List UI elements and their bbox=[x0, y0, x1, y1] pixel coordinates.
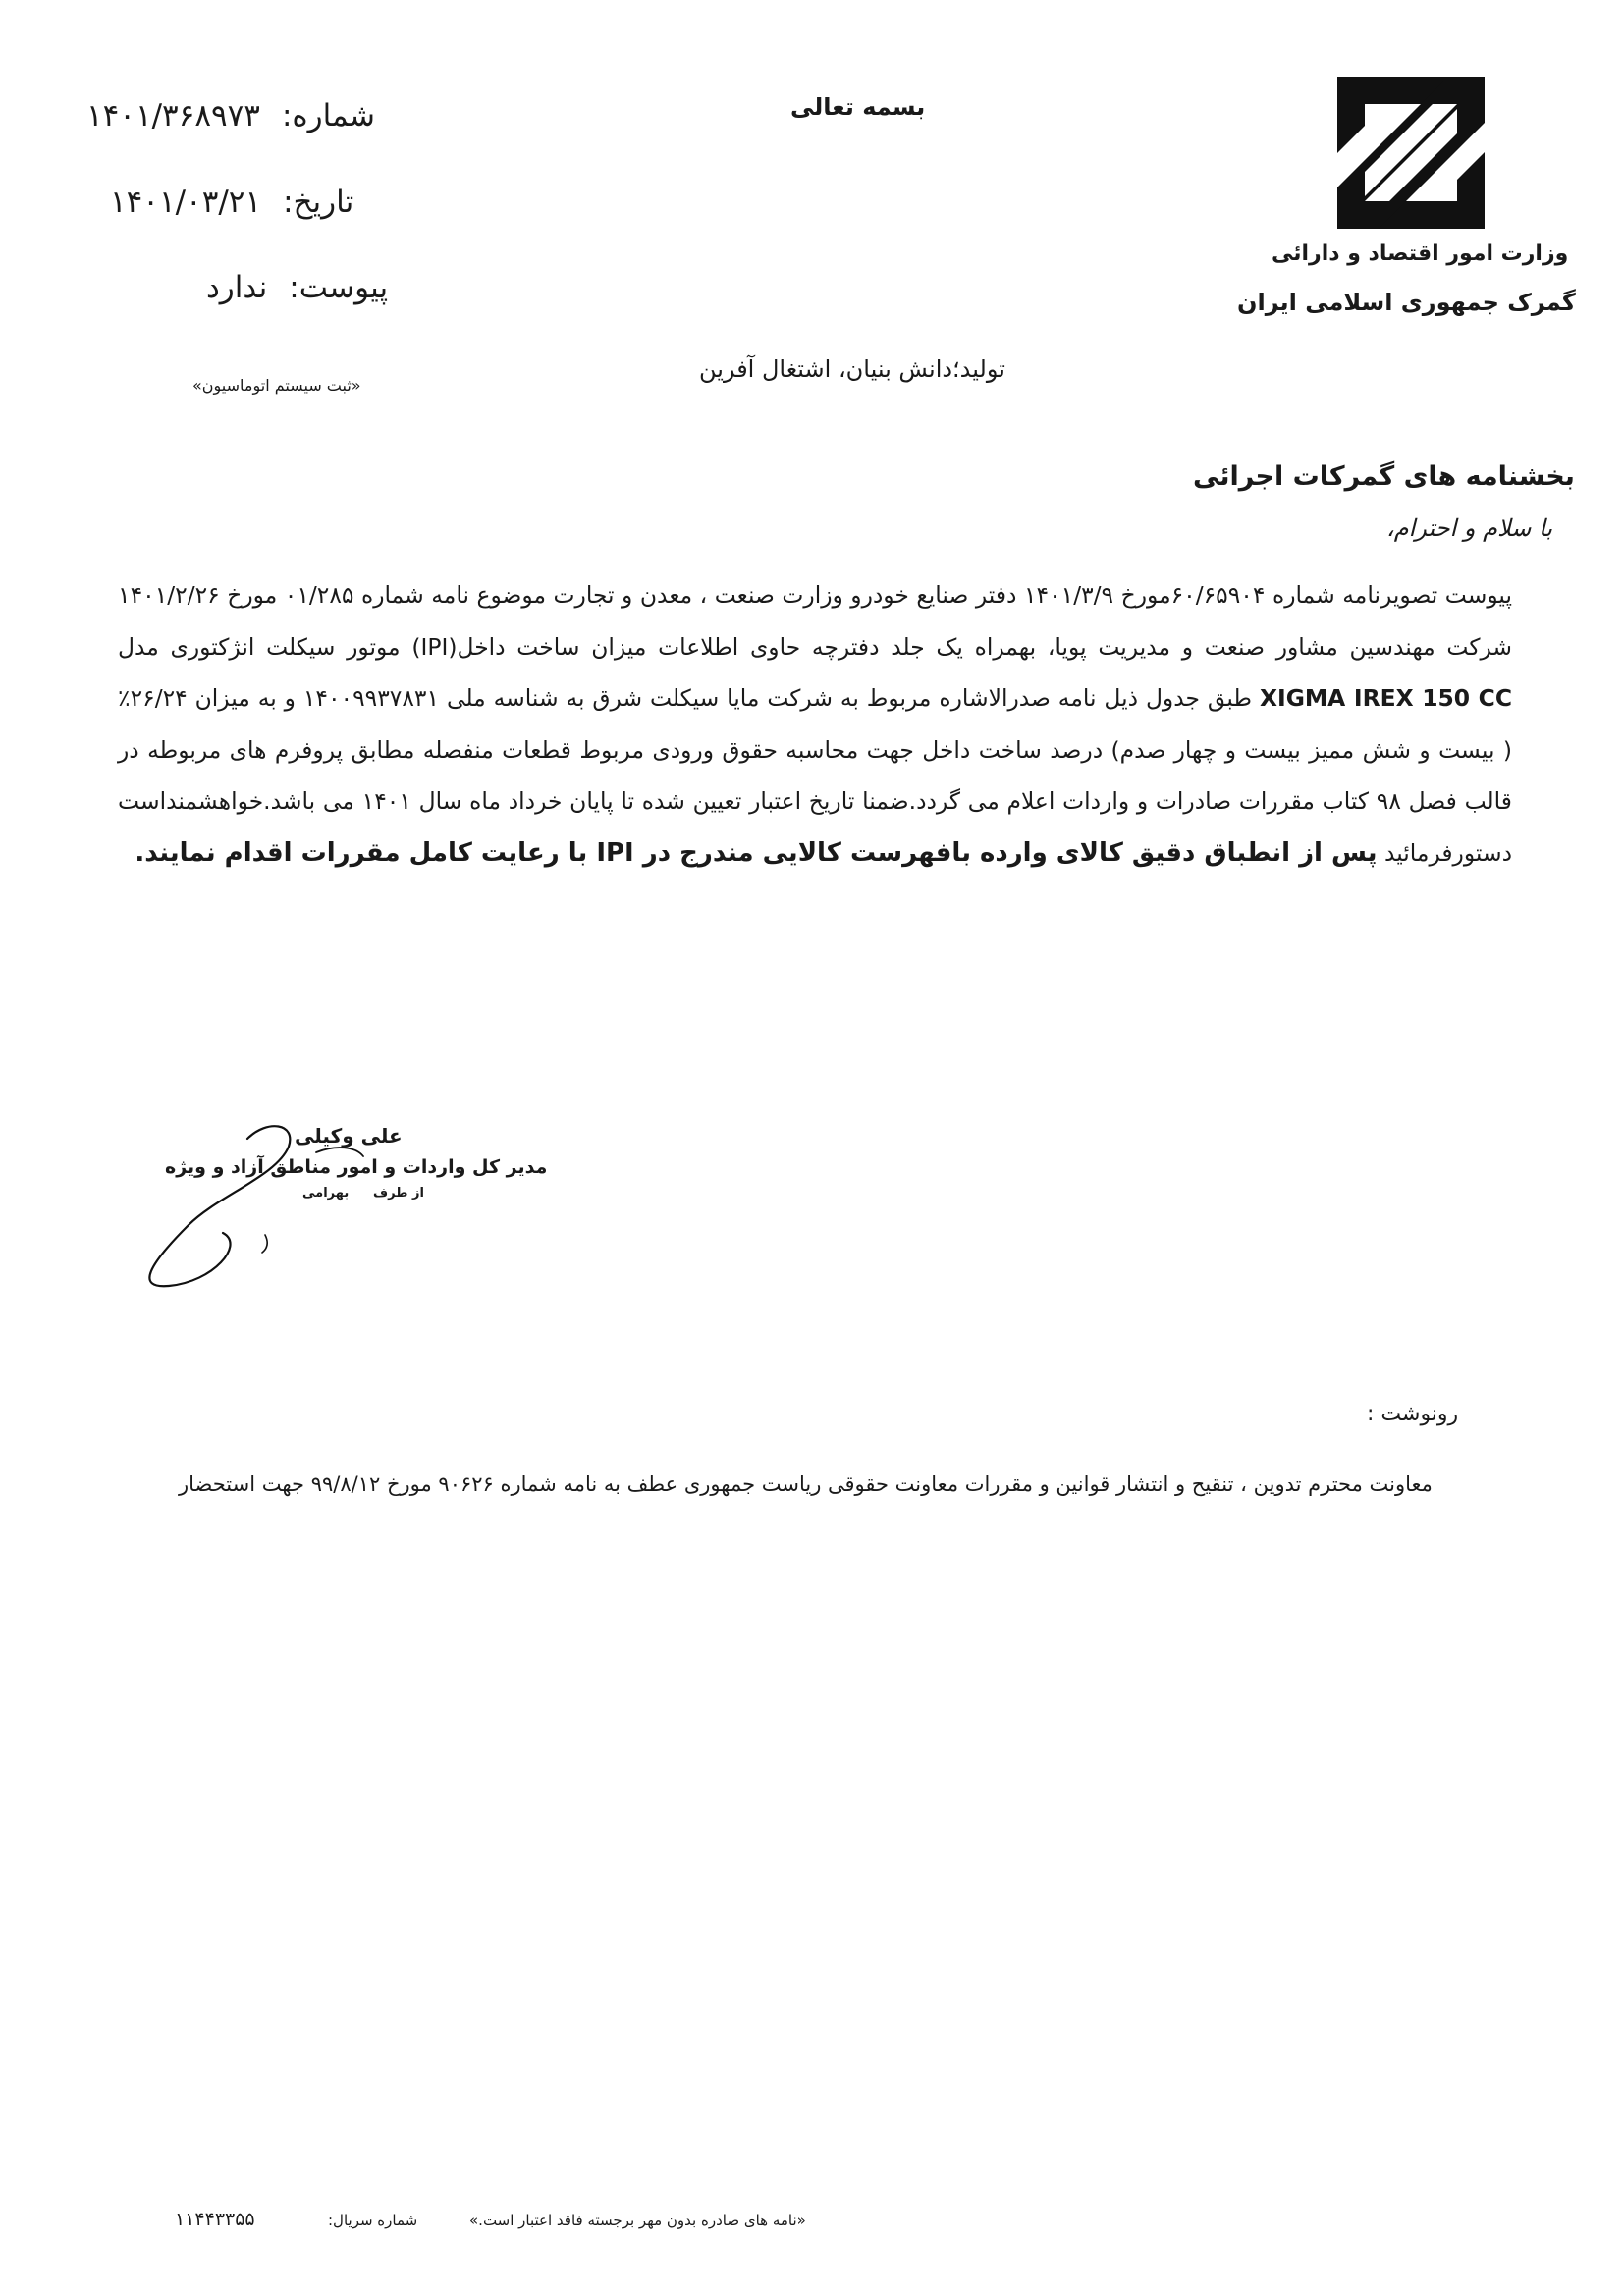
letter-number-label: شماره: bbox=[281, 98, 375, 133]
organization-name: گمرک جمهوری اسلامی ایران bbox=[1237, 289, 1576, 316]
footer-note: «نامه های صادره بدون مهر برجسته فاقد اعتبار است.» bbox=[469, 2212, 806, 2229]
greeting: با سلام و احترام، bbox=[1386, 514, 1553, 542]
letter-subject: بخشنامه های گمرکات اجرائی bbox=[1193, 461, 1575, 492]
serial-label: شماره سریال: bbox=[328, 2212, 418, 2229]
letter-attachment bbox=[206, 270, 388, 305]
body-paragraph-2: طبق جدول ذیل نامه صدرالاشاره مربوط به شرکت مایا سیکلت شرق به شناسه ملی ۱۴۰۰۹۹۳۷۸۳۱ و به میزان ۲۶/۲۴٪ ( بیست و شش ممیز بیست و چهار صدم) درصد ساخت داخل جهت محاسبه حقوق ورودی مربوط قطعات منفصله مطابق پروفرم های مربوطه در قالب فصل ۹۸ کتاب مقررات صادرات و واردات اعلام می گردد.ضمنا تاریخ اعتبار تعیین شده تا پایان خرداد ماه سال ۱۴۰۱ می باشد.خواهشمنداست دستورفرمائید bbox=[118, 684, 1512, 867]
letter-date bbox=[110, 185, 353, 220]
signer-title: مدیر کل واردات و امور مناطق آزاد و ویژه bbox=[165, 1156, 548, 1178]
basmala: بسمه تعالی bbox=[790, 93, 926, 121]
body-paragraph-1: پیوست تصویرنامه شماره ۶۰/۶۵۹۰۴مورخ ۱۴۰۱/۳/۹ دفتر صنایع خودرو وزارت صنعت ، معدن و تجارت موضوع نامه شماره ۰۱/۲۸۵ مورخ ۱۴۰۱/۲/۲۶ شرکت مهندسین مشاور صنعت و مدیریت پویا، بهمراه یک جلد دفترچه حاوی اطلاعات میزان ساخت داخل(IPI) موتور سیکلت انژکتوری مدل bbox=[118, 581, 1512, 661]
automation-note: «ثبت سیستم اتوماسیون» bbox=[192, 376, 361, 395]
signer-name: علی وکیلی bbox=[295, 1124, 403, 1148]
letter-number bbox=[86, 98, 375, 133]
customs-logo-icon bbox=[1337, 77, 1485, 229]
attachment-value: ندارد bbox=[206, 270, 268, 305]
motorcycle-model: XIGMA IREX 150 CC bbox=[1259, 684, 1512, 712]
on-behalf-name: بهرامی bbox=[302, 1186, 350, 1201]
year-slogan: تولید؛دانش بنیان، اشتغال آفرین bbox=[699, 355, 1005, 383]
serial-value: ۱۱۴۴۳۳۵۵ bbox=[175, 2209, 255, 2230]
copies-recipient: معاونت محترم تدوین ، تنقیح و انتشار قوانین و مقررات معاونت حقوقی ریاست جمهوری عطف به نامه شماره ۹۰۶۲۶ مورخ ۹۹/۸/۱۲ جهت استحضار bbox=[179, 1472, 1433, 1496]
on-behalf-label: از طرف bbox=[373, 1186, 424, 1201]
letter-number-value: ۱۴۰۱/۳۶۸۹۷۳ bbox=[86, 98, 260, 133]
ministry-name: وزارت امور اقتصاد و دارائی bbox=[1272, 241, 1569, 266]
copies-heading: رونوشت : bbox=[1367, 1402, 1459, 1426]
attachment-label: پیوست: bbox=[289, 270, 389, 305]
body-paragraph-3: پس از انطباق دقیق کالای وارده بافهرست کالایی مندرج در IPI با رعایت کامل مقررات اقدام نمایند. bbox=[135, 837, 1378, 868]
letter-date-value: ۱۴۰۱/۰۳/۲۱ bbox=[110, 185, 262, 220]
letter-body bbox=[118, 569, 1512, 879]
letter-date-label: تاریخ: bbox=[283, 185, 354, 220]
